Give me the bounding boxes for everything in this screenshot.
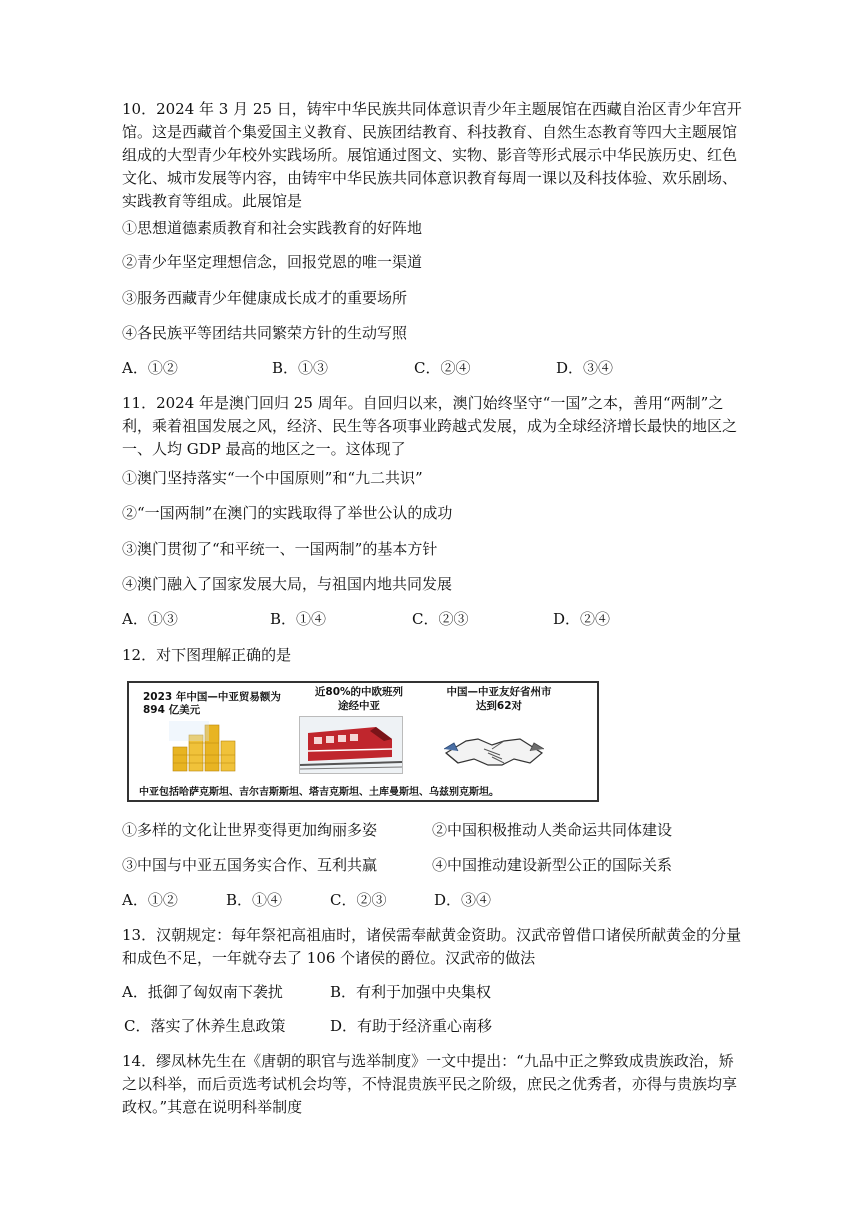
q12-item-3: ③中国与中亚五国务实合作、互利共赢 [122,856,378,874]
q10-option-b: B．①③ [272,359,329,377]
q11-item-1: ①澳门坚持落实“一个中国原则”和“九二共识” [122,469,423,487]
q11-option-b: B．①④ [270,610,327,628]
q10-stem: 10．2024 年 3 月 25 日，铸牢中华民族共同体意识青少年主题展馆在西藏自治区青少年宫开馆。这是西藏首个集爱国主义教育、民族团结教育、科技教育、自然生态教育等四大主题展馆组成的大型青少年校外实践场所。展馆通过图文、实物、影音等形式展示中华民族历史、红色文化、城市发展等内容，由铸牢中华民族共同体意识教育每周一课以及科技体验、欢乐剧场、实践教育等组成。此展馆是 [122,100,742,210]
q10-item-4: ④各民族平等团结共同繁荣方针的生动写照 [122,324,408,342]
q13-option-d: D．有助于经济重心南移 [330,1017,493,1035]
q11-item-3: ③澳门贯彻了“和平统一、一国两制”的基本方针 [122,540,438,558]
handshake-icon [444,719,544,771]
q11-option-c: C．②③ [412,610,469,628]
q12-option-c: C．②③ [330,891,387,909]
figure-friendship-text-1: 中国—中亚友好省州市 [446,686,552,698]
q12-item-1: ①多样的文化让世界变得更加绚丽多姿 [122,821,378,839]
q11-stem: 11．2024 年是澳门回归 25 周年。自回归以来，澳门始终坚守“一国”之本，善用“两制”之利，乘着祖国发展之风，经济、民生等各项事业跨越式发展，成为全球经济增长最快的地区之一、人均 GDP 最高的地区之一。这体现了 [122,394,738,458]
q11-item-4: ④澳门融入了国家发展大局，与祖国内地共同发展 [122,575,453,593]
q11-option-a: A．①③ [122,610,178,628]
figure-friendship-text-2: 达到62对 [475,700,523,712]
figure-trade-text: 2023 年中国—中亚贸易额为 894 亿美元 [143,691,281,716]
q12-stem: 12．对下图理解正确的是 [122,646,292,664]
q11-item-2: ②“一国两制”在澳门的实践取得了举世公认的成功 [122,504,453,522]
q13-option-c: C．落实了休养生息政策 [124,1017,286,1035]
figure-train-text-2: 途经中亚 [338,700,380,712]
coin-stack-icon [169,721,244,773]
figure-footer-note: 中亚包括哈萨克斯坦、吉尔吉斯斯坦、塔吉克斯坦、土库曼斯坦、乌兹别克斯坦。 [139,787,499,798]
q12-option-b: B．①④ [226,891,283,909]
q13-option-b: B．有利于加强中央集权 [330,983,492,1001]
q10-item-1: ①思想道德素质教育和社会实践教育的好阵地 [122,219,423,237]
q12-item-4: ④中国推动建设新型公正的国际关系 [432,856,673,874]
q10-option-c: C．②④ [414,359,471,377]
q10-option-d: D．③④ [556,359,614,377]
q12-figure [127,681,599,802]
q10-item-2: ②青少年坚定理想信念，回报党恩的唯一渠道 [122,253,423,271]
train-icon [300,717,402,773]
figure-train-text-1: 近80%的中欧班列 [314,686,404,698]
train-panel [299,716,403,774]
q14-stem: 14．缪凤林先生在《唐朝的职官与选举制度》一文中提出：“九品中正之弊致成贵族政治，矫之以科举，而后贡选考试机会均等，不恃混贵族平民之阶级，庶民之优秀者，亦得与贵族均享政权。”其意在说明科举制度 [122,1052,738,1116]
q11-option-d: D．②④ [553,610,611,628]
q12-item-2: ②中国积极推动人类命运共同体建设 [432,821,673,839]
q12-option-a: A．①② [122,891,178,909]
q10-option-a: A．①② [122,359,178,377]
q13-option-a: A．抵御了匈奴南下袭扰 [122,983,283,1001]
q10-item-3: ③服务西藏青少年健康成长成才的重要场所 [122,289,408,307]
q12-option-d: D．③④ [434,891,492,909]
q13-stem: 13．汉朝规定：每年祭祀高祖庙时，诸侯需奉献黄金资助。汉武帝曾借口诸侯所献黄金的分量和成色不足，一年就夺去了 106 个诸侯的爵位。汉武帝的做法 [122,926,742,967]
